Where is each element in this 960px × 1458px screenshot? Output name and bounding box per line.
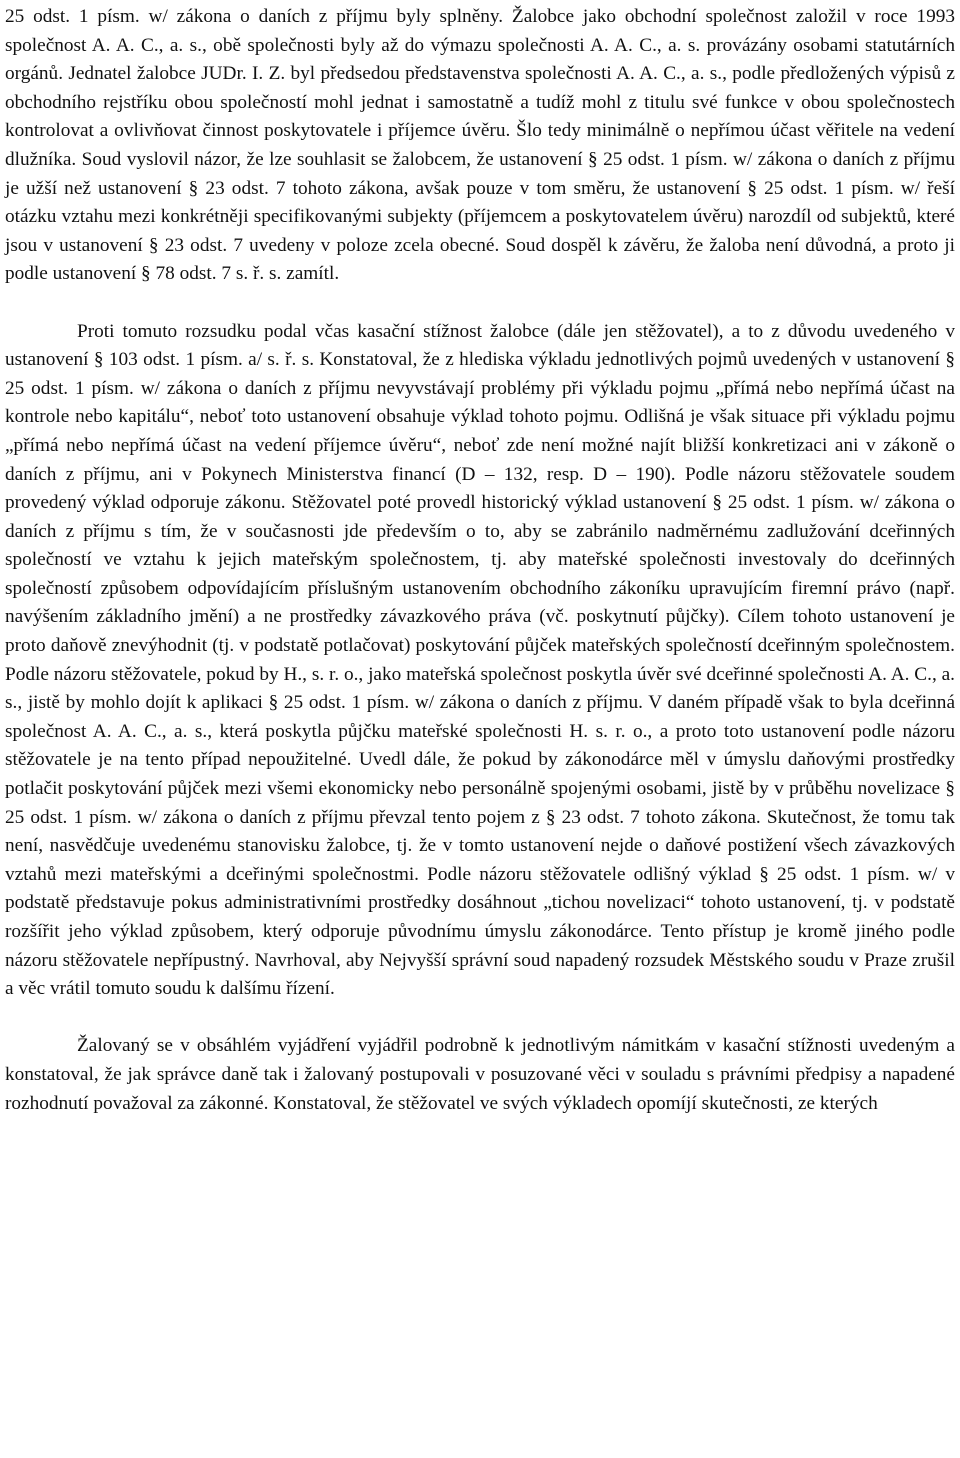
- document-page: [5, 3, 955, 1118]
- paragraph-defendant-response: Žalovaný se v obsáhlém vyjádření vyjádřil podrobně k jednotlivým námitkám v kasační stížnosti uvedeným a konstatoval, že jak správce daně tak i žalovaný postupovali v posuzované věci v souladu s právními předpisy a napadené rozhodnutí považoval za zákonné. Konstatoval, že stěžovatel ve svých výkladech opomíjí skutečnosti, ze kterých: [5, 1035, 955, 1114]
- paragraph-court-reasoning: 25 odst. 1 písm. w/ zákona o daních z příjmu byly splněny. Žalobce jako obchodní společnost založil v roce 1993 společnost A. A. C., a. s., obě společnosti byly až do výmazu společnosti A. A. C., a. s. provázány osobami statutárních orgánů. Jednatel žalobce JUDr. I. Z. byl předsedou představenstva společnosti A. A. C., a. s., podle předložených výpisů z obchodního rejstříku obou společností mohl jednat i samostatně a tudíž mohl z titulu své funkce v obou společnostech kontrolovat a ovlivňovat činnost poskytovatele i příjemce úvěru. Šlo tedy minimálně o nepřímou účast věřitele na vedení dlužníka. Soud vyslovil názor, že lze souhlasit se žalobcem, že ustanovení § 25 odst. 1 písm. w/ zákona o daních z příjmu je užší než ustanovení § 23 odst. 7 tohoto zákona, avšak pouze v tom směru, že ustanovení § 25 odst. 1 písm. w/ řeší otázku vztahu mezi konkrétněji specifikovanými subjekty (příjemcem a poskytovatelem úvěru) narozdíl od subjektů, které jsou v ustanovení § 23 odst. 7 uvedeny v poloze zcela obecné. Soud dospěl k závěru, že žaloba není důvodná, a proto ji podle ustanovení § 78 odst. 7 s. ř. s. zamítl.: [5, 6, 955, 285]
- paragraph-cassation-complaint: Proti tomuto rozsudku podal včas kasační stížnost žalobce (dále jen stěžovatel), a to z důvodu uvedeného v ustanovení § 103 odst. 1 písm. a/ s. ř. s. Konstatoval, že z hlediska výkladu jednotlivých pojmů uvedených v ustanovení § 25 odst. 1 písm. w/ zákona o daních z příjmu nevyvstávají problémy při výkladu pojmu „přímá nebo nepřímá účast na kontrole nebo kapitálu“, neboť toto ustanovení obsahuje výklad tohoto pojmu. Odlišná je však situace při výkladu pojmu „přímá nebo nepřímá účast na vedení příjemce úvěru“, neboť zde není možné najít bližší konkretizaci ani v zákoně o daních z příjmu, ani v Pokynech Ministerstva financí (D – 132, resp. D – 190). Podle názoru stěžovatele soudem provedený výklad odporuje zákonu. Stěžovatel poté provedl historický výklad ustanovení § 25 odst. 1 písm. w/ zákona o daních z příjmu s tím, že v současnosti jde především o to, aby se zabránilo nadměrnému zadlužování dceřinných společností ve vztahu k jejich mateřským společnostem, tj. aby mateřské společnosti investovaly do dceřinných společností způsobem odpovídajícím příslušným ustanovením obchodního zákoníku upravujícím firemní právo (např. navýšením základního jmění) a ne prostředky závazkového práva (vč. poskytnutí půjčky). Cílem tohoto ustanovení je proto daňově znevýhodnit (tj. v podstatě potlačovat) poskytování půjček mateřských společností dceřinným společnostem. Podle názoru stěžovatele, pokud by H., s. r. o., jako mateřská společnost poskytla úvěr své dceřinné společnosti A. A. C., a. s., jistě by mohlo dojít k aplikaci § 25 odst. 1 písm. w/ zákona o daních z příjmu. V daném případě však to byla dceřinná společnost A. A. C., a. s., která poskytla půjčku mateřské společnosti H. s. r. o., a proto toto ustanovení podle názoru stěžovatele je na tento případ nepoužitelné. Uvedl dále, že pokud by zákonodárce měl v úmyslu daňovými prostředky potlačit poskytování půjček mezi všemi ekonomicky nebo personálně spojenými osobami, jistě by v průběhu novelizace § 25 odst. 1 písm. w/ zákona o daních z příjmu převzal tento pojem z § 23 odst. 7 tohoto zákona. Skutečnost, že tomu tak není, nasvědčuje uvedenému stanovisku žalobce, tj. že v tomto ustanovení nejde o daňové postižení všech závazkových vztahů mezi mateřskými a dceřinými společnostmi. Podle názoru stěžovatele odlišný výklad § 25 odst. 1 písm. w/ v podstatě představuje pokus administrativními prostředky dosáhnout „tichou novelizaci“ tohoto ustanovení, tj. v podstatě rozšířit jeho výklad způsobem, který odporuje původnímu úmyslu zákonodárce. Tento přístup je kromě jiného podle názoru stěžovatele nepřípustný. Navrhoval, aby Nejvyšší správní soud napadený rozsudek Městského soudu v Praze zrušil a věc vrátil tomuto soudu k dalšímu řízení.: [5, 320, 955, 1000]
